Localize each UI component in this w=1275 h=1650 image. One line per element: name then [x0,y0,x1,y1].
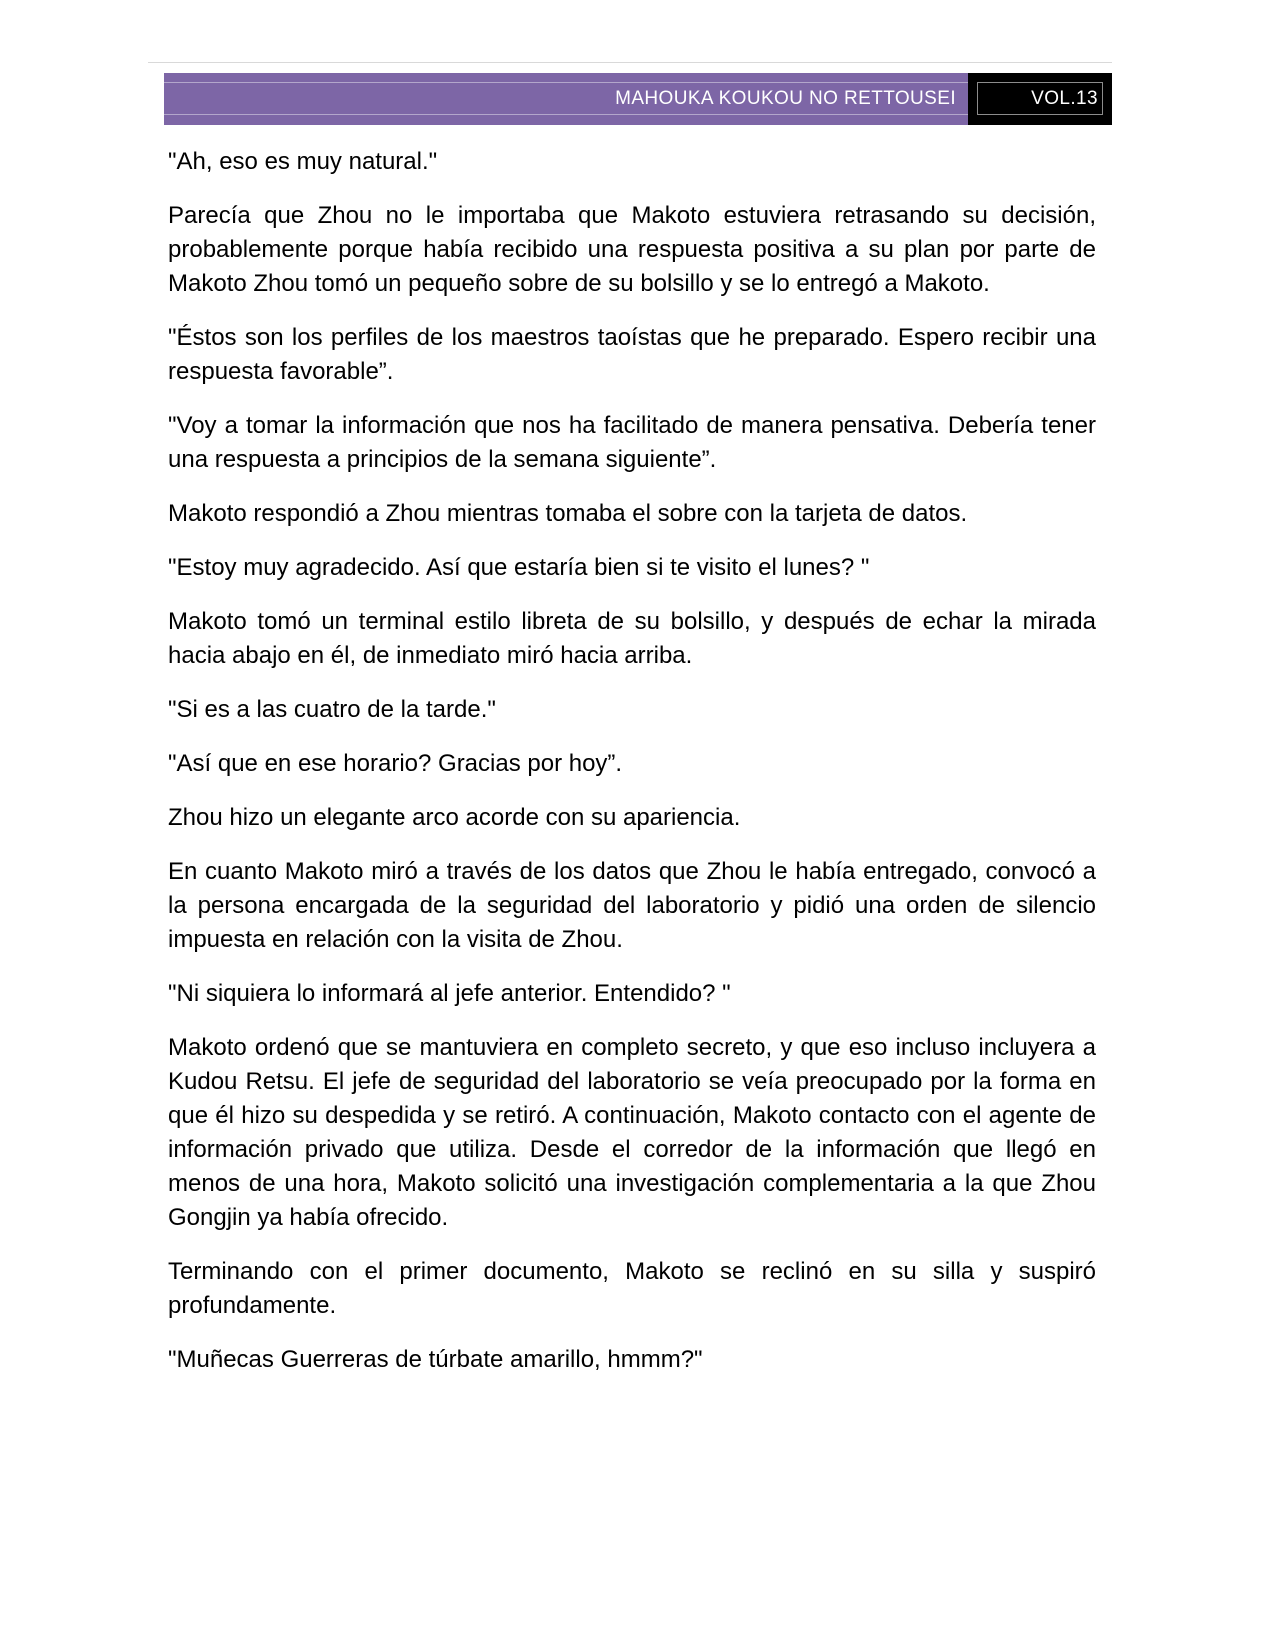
paragraph: "Voy a tomar la información que nos ha facilitado de manera pensativa. Debería tener una respuesta a principios de la semana siguiente”. [168,412,1096,473]
volume-label: VOL.13 [1031,88,1098,109]
paragraph: "Si es a las cuatro de la tarde." [168,696,496,723]
paragraph: Makoto tomó un terminal estilo libreta de su bolsillo, y después de echar la mirada hacia abajo en él, de inmediato miró hacia arriba. [168,608,1096,669]
header-volume-section [968,73,1112,125]
header-title-section [164,73,968,125]
paragraph: "Así que en ese horario? Gracias por hoy”. [168,750,623,777]
paragraph: "Ah, eso es muy natural." [168,148,438,175]
paragraph: "Éstos son los perfiles de los maestros taoístas que he preparado. Espero recibir una respuesta favorable”. [168,324,1096,385]
document-body [168,145,1096,1397]
paragraph: Terminando con el primer documento, Makoto se reclinó en su silla y suspiró profundamente. [168,1258,1096,1319]
paragraph: "Muñecas Guerreras de túrbate amarillo, hmmm?" [168,1346,703,1373]
page-header-banner [164,73,1112,125]
paragraph: "Estoy muy agradecido. Así que estaría bien si te visito el lunes? " [168,554,870,581]
book-title: MAHOUKA KOUKOU NO RETTOUSEI [615,88,956,109]
paragraph: Zhou hizo un elegante arco acorde con su apariencia. [168,804,741,831]
header-hairline [148,62,1112,63]
paragraph: En cuanto Makoto miró a través de los datos que Zhou le había entregado, convocó a la persona encargada de la seguridad del laboratorio y pidió una orden de silencio impuesta en relación con la visita de Zhou. [168,858,1096,953]
paragraph: Makoto ordenó que se mantuviera en completo secreto, y que eso incluso incluyera a Kudou Retsu. El jefe de seguridad del laboratorio se veía preocupado por la forma en que él hizo su despedida y se retiró. A continuación, Makoto contacto con el agente de información privado que utiliza. Desde el corredor de la información que llegó en menos de una hora, Makoto solicitó una investigación complementaria a la que Zhou Gongjin ya había ofrecido. [168,1034,1096,1231]
paragraph: Parecía que Zhou no le importaba que Makoto estuviera retrasando su decisión, probablemente porque había recibido una respuesta positiva a su plan por parte de Makoto Zhou tomó un pequeño sobre de su bolsillo y se lo entregó a Makoto. [168,202,1096,297]
paragraph: Makoto respondió a Zhou mientras tomaba el sobre con la tarjeta de datos. [168,500,968,527]
paragraph: "Ni siquiera lo informará al jefe anterior. Entendido? " [168,980,731,1007]
